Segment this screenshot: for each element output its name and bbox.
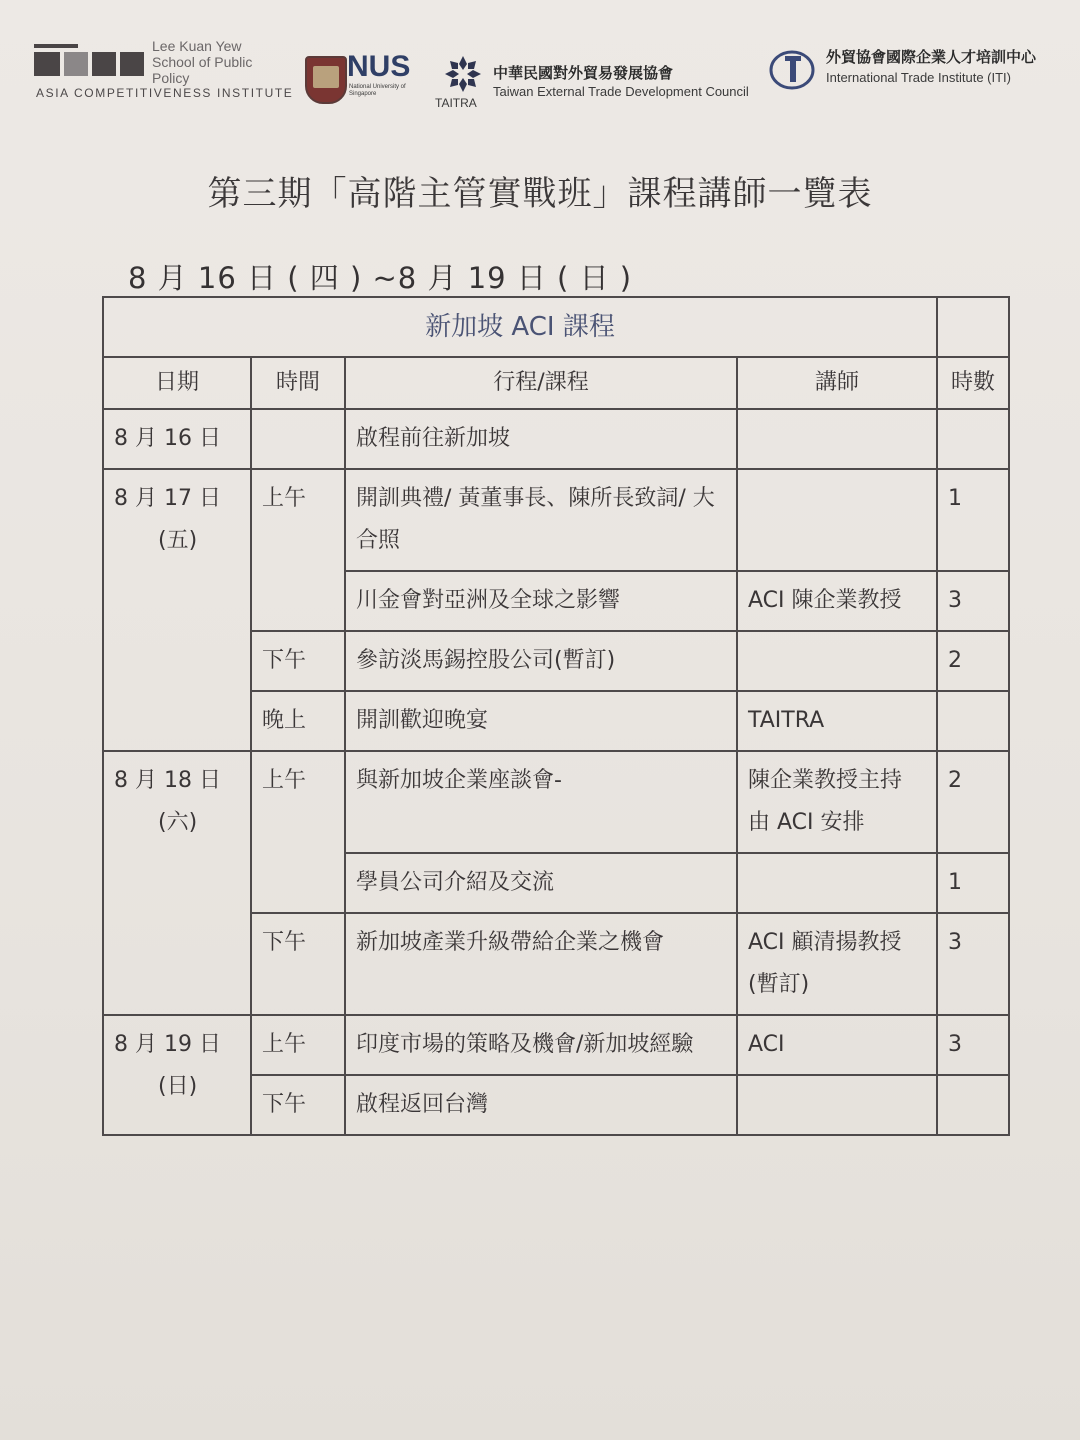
date-range: 8 月 16 日 ( 四 ) ~8 月 19 日 ( 日 ) [128, 261, 633, 295]
schedule-table [102, 296, 1010, 1136]
lecturer-cell: ACI 顧清揚教授 (暫訂) [737, 913, 937, 1015]
course-cell: 川金會對亞洲及全球之影響 [345, 571, 737, 631]
lky-name-line1: Lee Kuan Yew [152, 38, 242, 54]
header-course: 行程/課程 [345, 357, 737, 409]
hours-cell: 1 [937, 469, 1009, 571]
time-cell: 下午 [251, 631, 345, 691]
lky-mark-icon [34, 42, 146, 76]
taitra-english-name: Taiwan External Trade Development Council [493, 84, 749, 99]
time-cell: 上午 [251, 751, 345, 913]
taitra-label: TAITRA [435, 96, 477, 110]
lky-school-logo [34, 36, 294, 106]
hours-cell: 3 [937, 1015, 1009, 1075]
time-cell: 下午 [251, 1075, 345, 1135]
header-date: 日期 [103, 357, 251, 409]
table-header-row [103, 357, 1009, 409]
course-cell: 學員公司介紹及交流 [345, 853, 737, 913]
iti-chinese-name: 外貿協會國際企業人才培訓中心 [826, 48, 1037, 66]
lecturer-cell: ACI [737, 1015, 937, 1075]
course-cell: 開訓典禮/ 黃董事長、陳所長致詞/ 大合照 [345, 469, 737, 571]
lecturer-cell [737, 853, 937, 913]
nus-subtitle: National University of Singapore [349, 84, 406, 97]
date-text: 8 月 19 日 [114, 1032, 221, 1057]
date-cell [103, 1015, 251, 1135]
table-row [103, 409, 1009, 469]
lecturer-cell: 陳企業教授主持 由 ACI 安排 [737, 751, 937, 853]
taitra-chinese-name: 中華民國對外貿易發展協會 [493, 64, 674, 82]
lecturer-cell [737, 631, 937, 691]
weekday-text: (日) [158, 1074, 198, 1099]
hours-cell: 2 [937, 631, 1009, 691]
course-cell: 啟程返回台灣 [345, 1075, 737, 1135]
lecturer-cell [737, 409, 937, 469]
logo-header [30, 30, 1060, 120]
table-row [103, 469, 1009, 571]
nus-logo [305, 52, 415, 108]
hours-cell: 1 [937, 853, 1009, 913]
hours-cell [937, 1075, 1009, 1135]
taitra-logo [435, 54, 765, 114]
lecturer-cell: TAITRA [737, 691, 937, 751]
course-cell: 啟程前往新加坡 [345, 409, 737, 469]
date-text: 8 月 18 日 [114, 768, 221, 793]
time-cell: 上午 [251, 469, 345, 631]
course-cell: 與新加坡企業座談會- [345, 751, 737, 853]
hours-cell: 3 [937, 913, 1009, 1015]
taitra-mark-icon [443, 54, 483, 94]
iti-mark-icon [768, 48, 816, 92]
time-cell: 下午 [251, 913, 345, 1015]
lecturer-cell [737, 1075, 937, 1135]
time-cell: 上午 [251, 1015, 345, 1075]
course-cell: 開訓歡迎晚宴 [345, 691, 737, 751]
weekday-text: (五) [158, 528, 198, 553]
table-row [103, 1015, 1009, 1075]
header-hours: 時數 [937, 357, 1009, 409]
weekday-text: (六) [158, 810, 198, 835]
lky-name-line2: School of Public Policy [152, 54, 253, 86]
date-cell [103, 469, 251, 751]
course-cell: 參訪淡馬錫控股公司(暫訂) [345, 631, 737, 691]
iti-english-name: International Trade Institute (ITI) [826, 70, 1011, 85]
hours-cell: 2 [937, 751, 1009, 853]
date-cell: 8 月 16 日 [103, 409, 251, 469]
hours-cell [937, 691, 1009, 751]
hours-cell: 3 [937, 571, 1009, 631]
table-row [103, 751, 1009, 853]
nus-crest-icon [305, 56, 347, 104]
time-cell: 晚上 [251, 691, 345, 751]
hours-cell [937, 409, 1009, 469]
table-caption-row [103, 297, 1009, 357]
lecturer-cell [737, 469, 937, 571]
course-cell: 新加坡產業升級帶給企業之機會 [345, 913, 737, 1015]
course-cell: 印度市場的策略及機會/新加坡經驗 [345, 1015, 737, 1075]
lecturer-cell: ACI 陳企業教授 [737, 571, 937, 631]
date-cell [103, 751, 251, 1015]
nus-name: NUS [347, 50, 411, 83]
table-caption: 新加坡 ACI 課程 [103, 297, 937, 357]
document-title: 第三期「高階主管實戰班」課程講師一覽表 [207, 174, 873, 214]
header-time: 時間 [251, 357, 345, 409]
date-text: 8 月 17 日 [114, 486, 221, 511]
aci-name: ASIA COMPETITIVENESS INSTITUTE [36, 86, 294, 100]
iti-logo [768, 42, 1063, 102]
header-lecturer: 講師 [737, 357, 937, 409]
time-cell [251, 409, 345, 469]
